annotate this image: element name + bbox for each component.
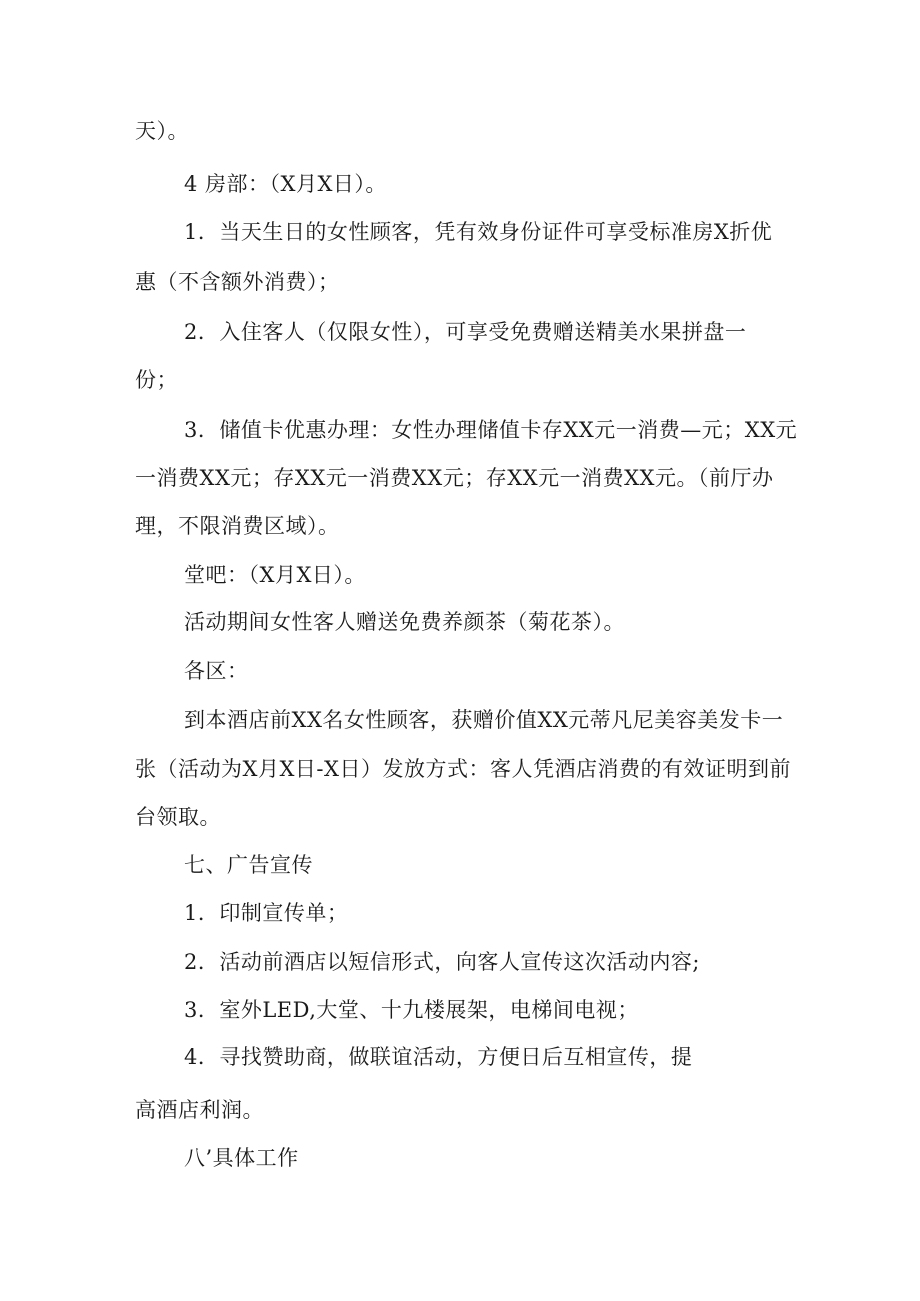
text-line: 张（活动为X月X日-X日）发放方式：客人凭酒店消费的有效证明到前: [135, 757, 791, 781]
list-item: 4．寻找赞助商，做联谊活动，方便日后互相宣传，提: [184, 1045, 693, 1069]
list-item: 3．室外LED,大堂、十九楼展架，电梯间电视；: [184, 998, 639, 1022]
section-heading: 各区：: [184, 659, 249, 683]
text-line: 活动期间女性客人赠送免费养颜茶（菊花茶）。: [184, 610, 625, 634]
text-line: 2．入住客人（仅限女性），可享受免费赠送精美水果拼盘一: [184, 320, 747, 344]
text-line: 高酒店利润。: [135, 1098, 264, 1122]
text-line: 台领取。: [135, 805, 221, 829]
text-line: 惠（不含额外消费）；: [135, 270, 340, 294]
text-line: 理，不限消费区域）。: [135, 514, 340, 538]
list-item: 1．印制宣传单；: [184, 901, 349, 925]
text-line: 一消费XX元；存XX元一消费XX元；存XX元一消费XX元。（前厅办: [135, 466, 774, 490]
text-line: 1．当天生日的女性顾客，凭有效身份证件可享受标准房X折优: [184, 220, 773, 244]
section-heading: 4 房部：（X月X日）。: [184, 172, 387, 196]
text-line: 到本酒店前XX名女性顾客，获赠价值XX元蒂凡尼美容美发卡一: [184, 708, 784, 732]
section-heading: 七、广告宣传: [184, 853, 313, 877]
list-item: 2．活动前酒店以短信形式，向客人宣传这次活动内容;: [184, 950, 700, 974]
section-heading: 八’具体工作: [184, 1146, 299, 1170]
text-line: 份；: [135, 368, 178, 392]
section-heading: 堂吧：（X月X日）。: [184, 563, 366, 587]
text-line: 天）。: [135, 119, 189, 143]
text-line: 3．储值卡优惠办理：女性办理储值卡存XX元一消费—元；XX元: [184, 418, 798, 442]
